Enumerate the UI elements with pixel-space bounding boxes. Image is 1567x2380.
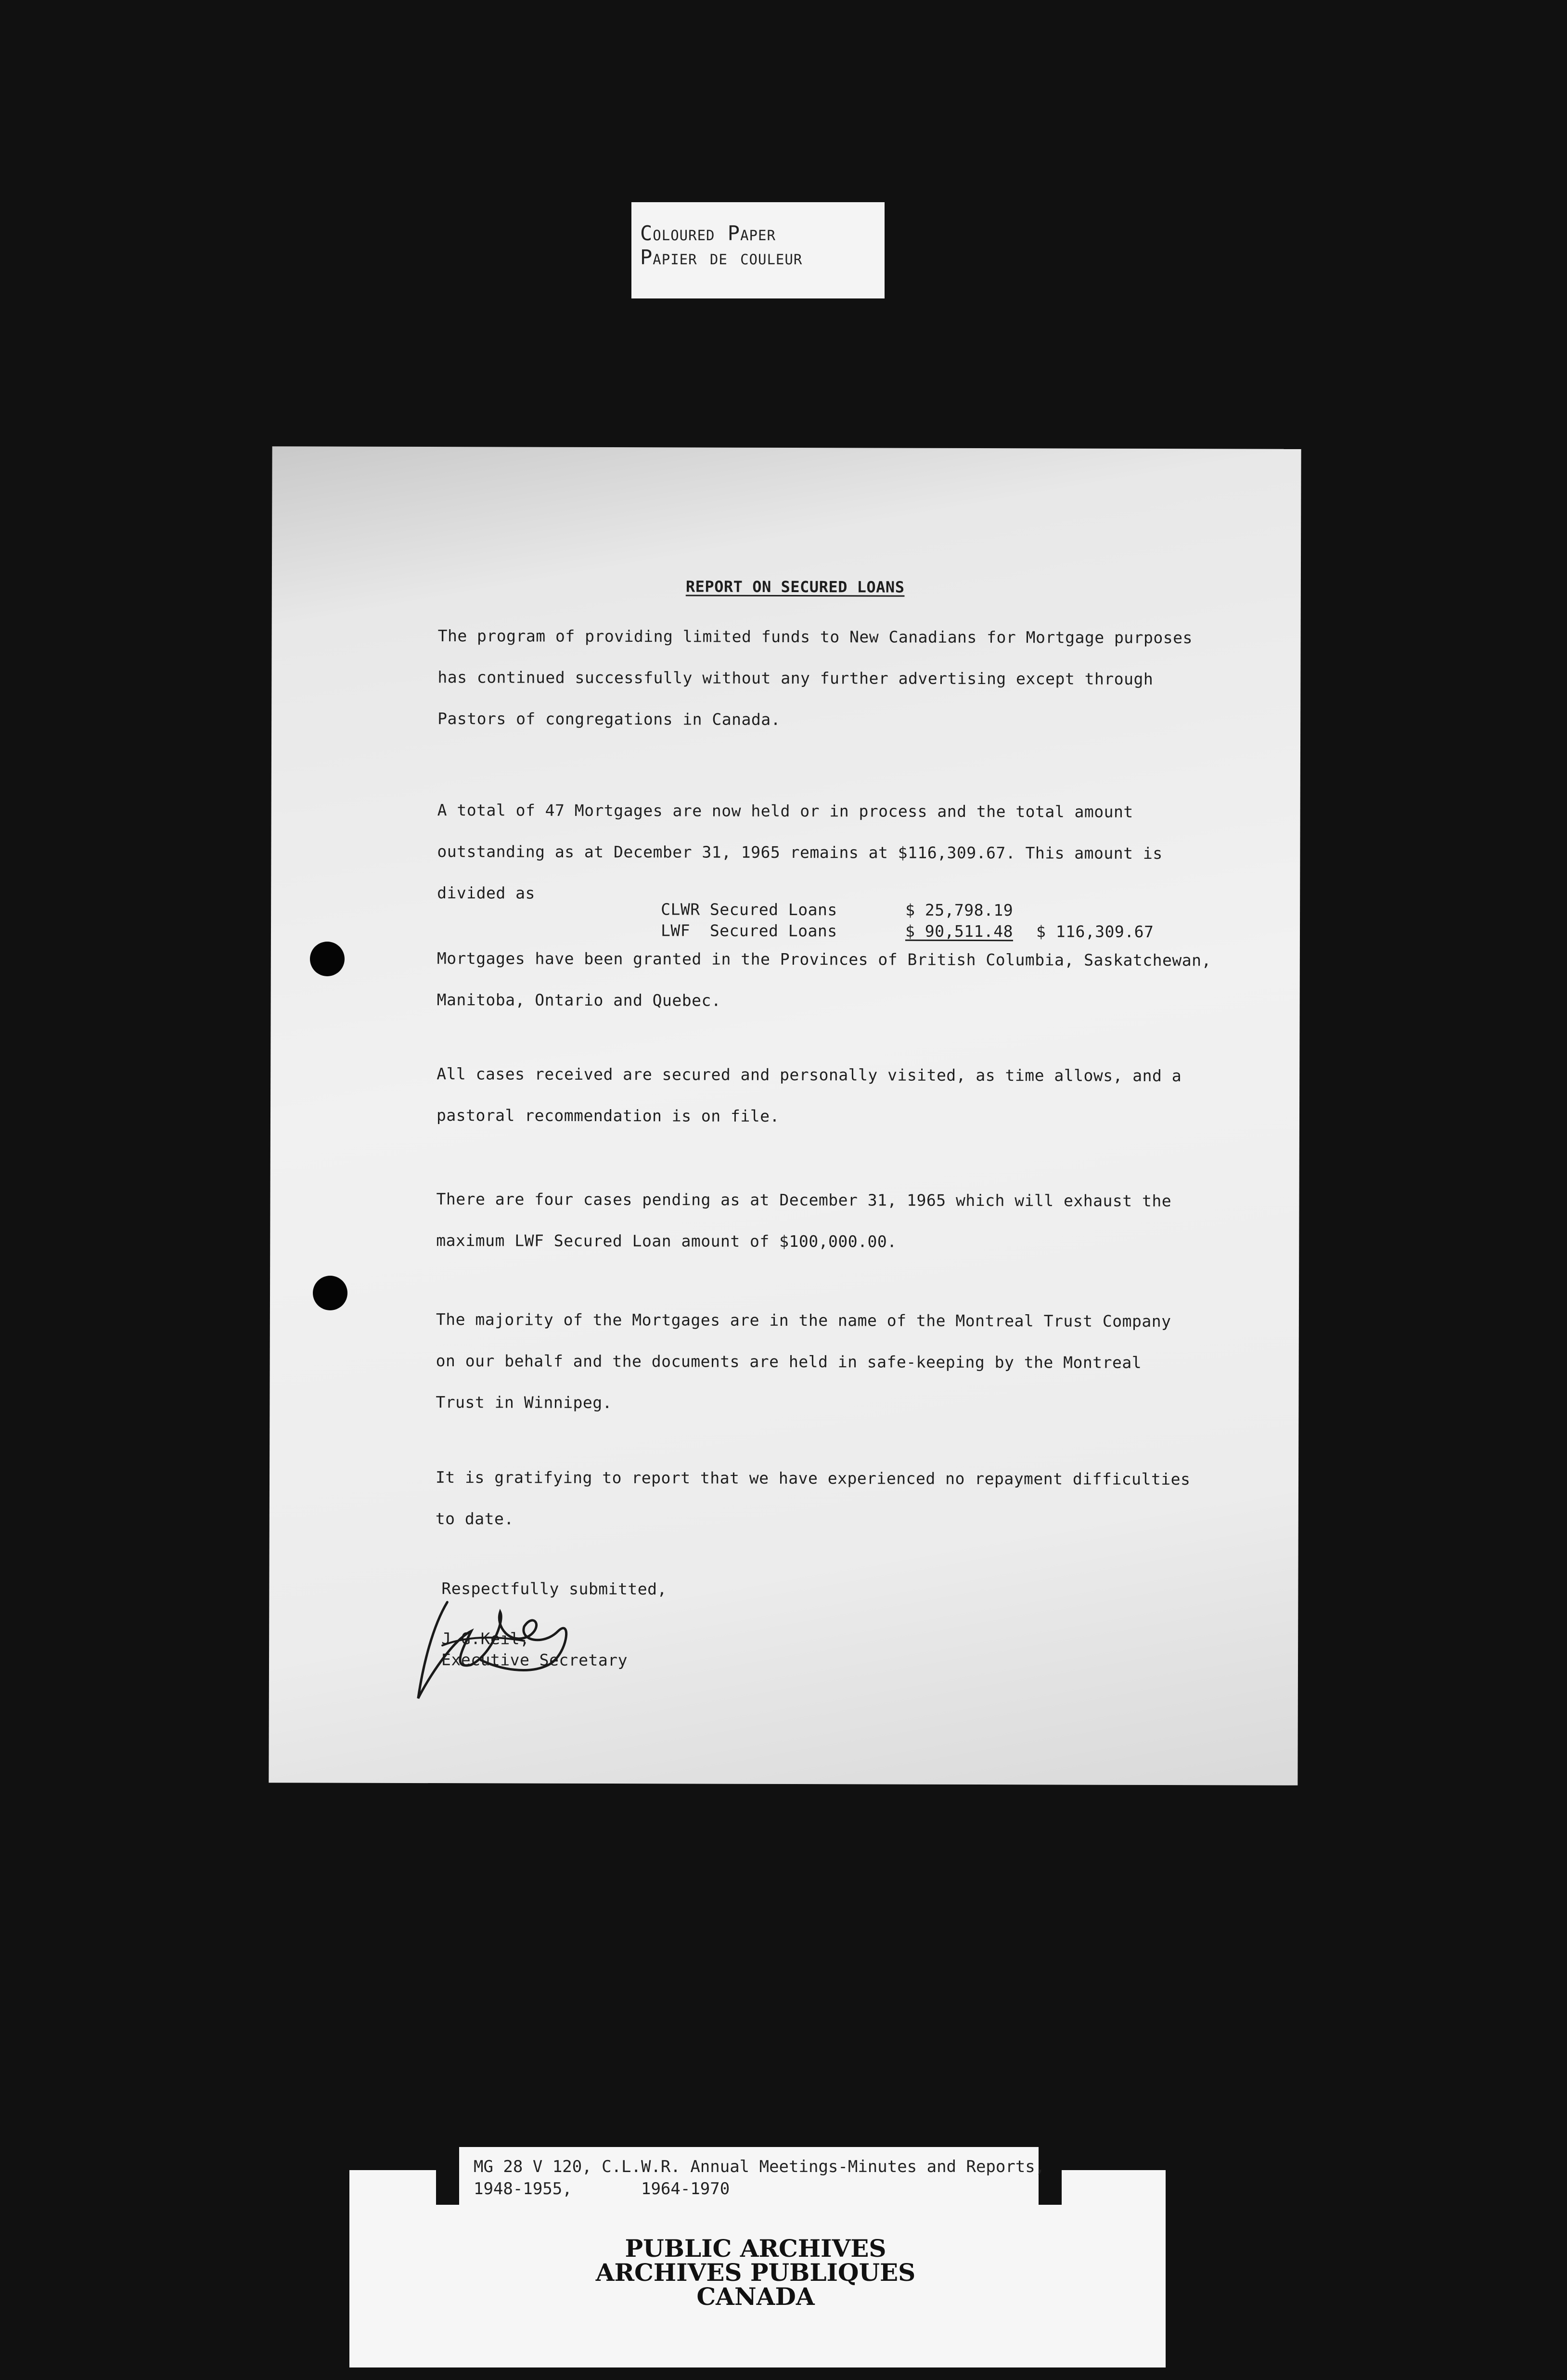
signer-title: Executive Secretary xyxy=(441,1650,628,1670)
paragraph-line: Pastors of congregations in Canada. xyxy=(437,709,781,729)
loan-total: $ 116,309.67 xyxy=(1036,922,1154,942)
paragraph-line: Manitoba, Ontario and Quebec. xyxy=(437,990,721,1010)
paragraph-line: on our behalf and the documents are held in safe-keeping by the Montreal xyxy=(436,1351,1142,1372)
paragraph-gratifying xyxy=(436,1457,1254,1541)
paragraph-line: to date. xyxy=(435,1509,514,1528)
punch-hole xyxy=(313,1276,347,1310)
paragraph-line: has continued successfully without any further advertising except through xyxy=(437,668,1154,689)
archive-reference xyxy=(474,2156,1045,2200)
paragraph-line: There are four cases pending as at December 31, 1965 which will exhaust the xyxy=(436,1190,1172,1211)
document-title: REPORT ON SECURED LOANS xyxy=(685,577,905,596)
paragraph-line: outstanding as at December 31, 1965 remains at $116,309.67. This amount is xyxy=(437,842,1163,863)
closing-text: Respectfully submitted, xyxy=(441,1579,667,1599)
archive-line-1: PUBLIC ARCHIVES xyxy=(625,2234,886,2263)
archives-name xyxy=(515,2234,996,2311)
reference-line-1: MG 28 V 120, C.L.W.R. Annual Meetings-Minutes and Reports, xyxy=(474,2157,1045,2176)
paragraph-trust xyxy=(436,1299,1254,1425)
paragraph-line: The program of providing limited funds to New Canadians for Mortgage purposes xyxy=(437,626,1193,647)
paragraph-line: A total of 47 Mortgages are now held or in process and the total amount xyxy=(437,801,1133,821)
paragraph-line: All cases received are secured and personally visited, as time allows, and a xyxy=(437,1064,1182,1086)
punch-hole xyxy=(310,942,345,976)
label-line-2: Papier de couleur xyxy=(640,246,803,269)
paragraph-line: pastoral recommendation is on file. xyxy=(436,1106,780,1125)
paragraph-total xyxy=(437,789,1256,916)
loan-amount: $ 25,798.19 xyxy=(905,900,1014,920)
paragraph-line: Mortgages have been granted in the Provinces of British Columbia, Saskatchewan, xyxy=(437,949,1211,970)
loan-name: LWF Secured Loans xyxy=(660,921,837,941)
label-line-1: Coloured Paper xyxy=(640,221,776,245)
archive-line-3: CANADA xyxy=(696,2282,815,2311)
paragraph-provinces xyxy=(437,938,1255,1022)
reference-line-2: 1948-1955, 1964-1970 xyxy=(474,2179,730,2199)
paragraph-line: It is gratifying to report that we have experienced no repayment difficulties xyxy=(435,1468,1191,1489)
paragraph-cases xyxy=(437,1053,1255,1138)
paragraph-pending xyxy=(436,1178,1254,1263)
paragraph-line: maximum LWF Secured Loan amount of $100,000.00. xyxy=(436,1231,897,1251)
loan-name: CLWR Secured Loans xyxy=(661,900,837,919)
paragraph-line: divided as xyxy=(437,883,535,903)
handwritten-signature xyxy=(413,1583,606,1708)
paragraph-program xyxy=(437,615,1256,741)
coloured-paper-label xyxy=(631,202,885,298)
paragraph-line: The majority of the Mortgages are in the name of the Montreal Trust Company xyxy=(436,1310,1171,1331)
signer-name: J.G.Keil, xyxy=(441,1629,530,1648)
paragraph-line: Trust in Winnipeg. xyxy=(436,1393,613,1412)
archive-line-2: ARCHIVES PUBLIQUES xyxy=(595,2258,916,2287)
document-sheet xyxy=(269,446,1301,1785)
loan-amount: $ 90,511.48 xyxy=(905,921,1014,941)
